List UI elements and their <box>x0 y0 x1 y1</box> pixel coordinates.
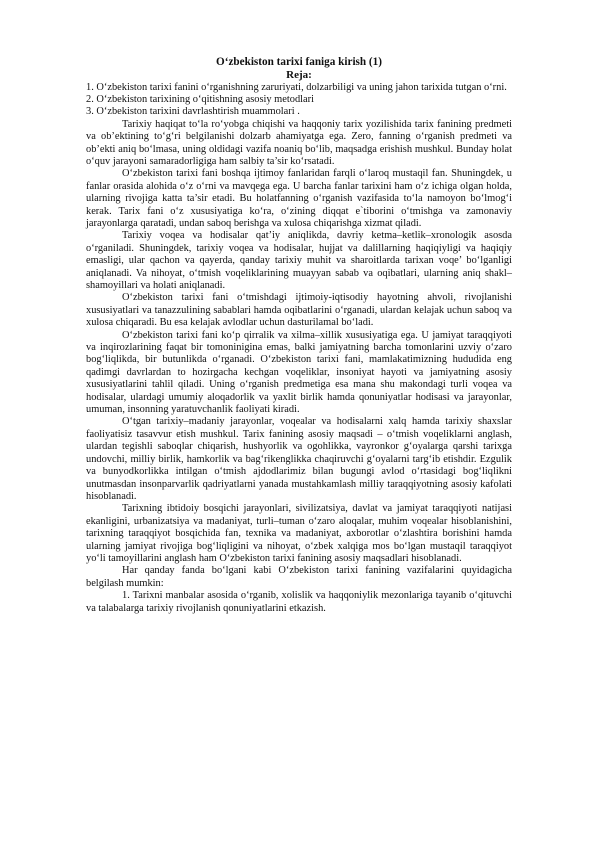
paragraph-6: O‘tgan tarixiy–madaniy jarayonlar, voqealar va hodisalarni xalq hamda tarixiy shaxslar faoliyatisiz tasavvur etish mushkul. Tarix fanining asosiy maqsadi – o‘tmish voqeliklarni anglash, ulardan tegishli saboqlar chiqarish, hushyorlik va ogohlikka, vayronkor g‘oyalarga qarshi tarixga undovchi, milliy birlik, hamkorlik va bag‘rikenglikka chaqiruvchi g‘oyalarni targ‘ib etishdir. Ezgulik va bunyodkorlikka intilgan o‘tmish ajdodlarimiz bilan bugungi avlod o‘rtasidagi bog‘liqlikni unutmasdan insonparvarlik qadriyatlarni yanada mustahkamlash milliy taraqqiyotning asosiy kafolati hisoblanadi. <box>86 416 512 502</box>
plan-item-2: 2. O‘zbekiston tarixining o‘qitishning asosiy metodlari <box>86 93 314 105</box>
plan-item-3: 3. O‘zbekiston tarixini davrlashtirish muammolari . <box>86 106 300 118</box>
paragraph-7: Tarixning ibtidoiy bosqichi jarayonlari, sivilizatsiya, davlat va jamiyat taraqqiyoti natijasi ekanligini, urbanizatsiya va madaniyat, turli–tuman o‘zaro aloqalar, muhim voqealar hisoblanishini, tarixning taraqqiyot bosqichida fan, texnika va madaniyat, axborotlar o‘zlashtira borishini hamda ularning jamiyat rivojiga bog‘liqligini va nihoyat, o‘zbek xalqiga mos bo‘lgan mustaqil taraqqiyot yo‘li tamoyillarini anglash ham O‘zbekiston tarixi fanining asosiy maqsadlari hisoblanadi. <box>86 503 512 564</box>
body-text <box>86 119 512 615</box>
paragraph-8: Har qanday fanda bo‘lgani kabi O‘zbekiston tarixi fanining vazifalarini quyidagicha belgilash mumkin: <box>86 565 512 589</box>
plan-item-1: 1. O‘zbekiston tarixi fanini o‘rganishning zaruriyati, dolzarbiligi va uning jahon tarixida tutgan o‘rni. <box>86 81 507 93</box>
document-title: O‘zbekiston tarixi faniga kirish (1) <box>216 56 382 68</box>
plan-list <box>86 82 512 119</box>
paragraph-1: Tarixiy haqiqat to‘la ro‘yobga chiqishi va haqqoniy tarix yozilishida tarix fanining predmeti va ob’ektining to‘g‘ri belgilanishi dolzarb ahamiyatga ega. Zero, fanning o‘rganish predmeti va ob’ekti aniq bo‘lmasa, uning oldidagi vazifa noaniq bo‘lib, maqsadga erishish mushkul. Bunday holat o‘quv jarayoni samaradorligiga ham salbiy ta’sir ko‘rsatadi. <box>86 118 512 167</box>
paragraph-3: Tarixiy voqea va hodisalar qat’iy aniqlikda, davriy ketma–ketlik–xronologik asosda o‘rganiladi. Shuningdek, tarixiy voqea va hodisalar, hujjat va dalillarning haqiqiyligi va haqiqiy emasligi, ular qachon va qayerda, qanday tarixiy muhit va sharoitlarda tarixan voqe’ bo‘lganligi aniqlanadi. Va nihoyat, o‘tmish voqeliklarining muayyan sabab va oqibatlari, ularning aniq shakl–shamoyillari va holati aniqlanadi. <box>86 230 512 291</box>
paragraph-4: O‘zbekiston tarixi fani o‘tmishdagi ijtimoiy-iqtisodiy hayotning ahvoli, rivojlanishi xususiyatlari va tanazzulining sabablari hamda oqibatlarini o‘rganadi, ulardan kelajak uchun saboq va xulosa chiqaradi. Bu esa kelajak avlodlar uchun dasturilamal bo‘ladi. <box>86 292 512 329</box>
paragraph-5: O‘zbekiston tarixi fani ko‘p qirralik va xilma–xillik xususiyatiga ega. U jamiyat taraqqiyoti va inqirozlarining faqat bir tomoninigina emas, balki jamiyatning barcha tomonlarini uzviy o‘zaro bog‘liqlikda, bir butunlikda o‘rganadi. O‘zbekiston tarixi fani, mamlakatimizning hududida eng qadimgi davrlardan to hozirgacha kechgan voqeliklar, insoniyat hayoti va jamiyatning asosiy xususiyatlarini tahlil qiladi. Uning o‘rganish predmetiga esa mana shu makondagi turli voqea va hodisalar, ulardagi umumiy aloqadorlik va yaxlit birlik hamda qonuniyatlar hodisasi va jarayonlar, umuman, insonning yaratuvchanlik faoliyati kiradi. <box>86 329 512 416</box>
paragraph-9: 1. Tarixni manbalar asosida o‘rganib, xolislik va haqqoniylik mezonlariga tayanib o‘qituvchi va talabalarga tarixiy rivojlanish qonuniyatlarini etkazish. <box>86 590 512 614</box>
plan-heading: Reja: <box>286 69 312 81</box>
paragraph-2: O‘zbekiston tarixi fani boshqa ijtimoy fanlaridan farqli o‘laroq mustaqil fan. Shuningdek, u fanlar orasida alohida o‘z o‘rni va mavqega ega. U barcha fanlar tarixini ham o‘z ichiga olgan holda, ularning rivojiga katta ta’sir etadi. Bu holatfanning o‘rganish vazifasida to‘la namoyon bo‘lmog‘i kerak. Tarix fani o‘z xususiyatiga ko‘ra, o‘zining diqqat e`tiborini o‘tmishga va zamonaviy jarayonlarga qaratadi, undan saboq berishga va xulosa chiqarishga xizmat qiladi. <box>86 168 512 229</box>
